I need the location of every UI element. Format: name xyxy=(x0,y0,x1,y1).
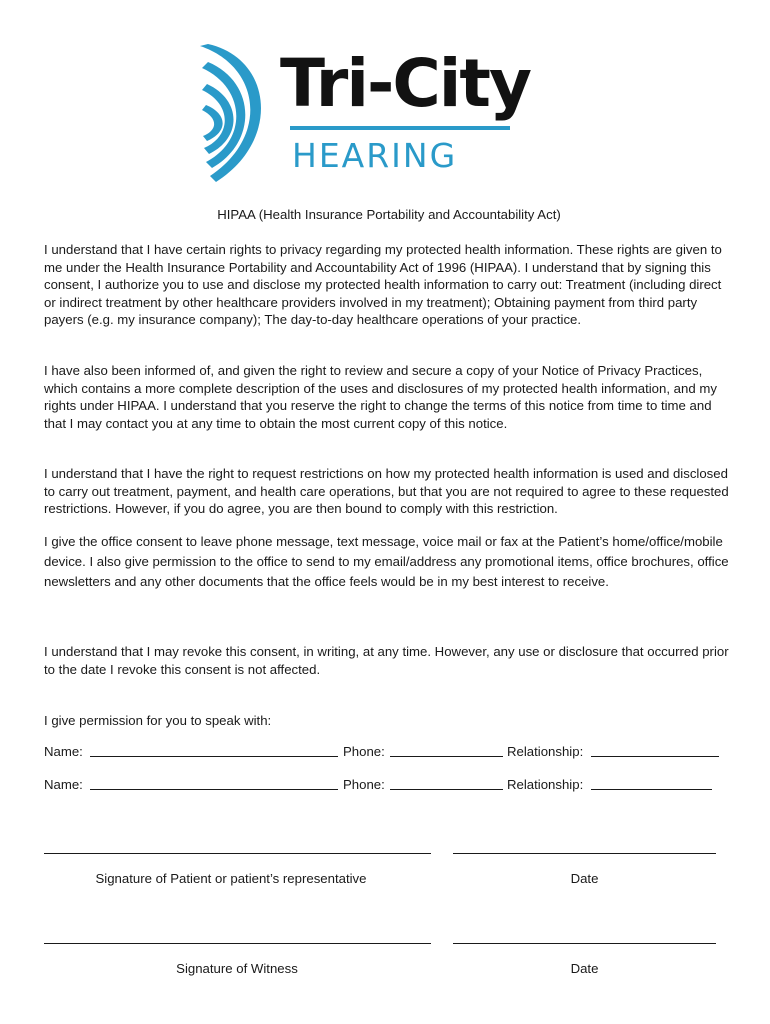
patient-signature-line[interactable] xyxy=(44,853,431,854)
brand-subtitle: HEARING xyxy=(292,136,458,175)
document-title: HIPAA (Health Insurance Portability and Accountability Act) xyxy=(217,207,561,222)
sound-wave-logo-icon xyxy=(198,44,278,184)
patient-date-line[interactable] xyxy=(453,853,716,854)
witness-date-caption: Date xyxy=(570,961,599,976)
relationship-field[interactable] xyxy=(591,776,712,795)
name-field[interactable] xyxy=(90,776,338,795)
phone-field[interactable] xyxy=(390,743,503,762)
name-label: Name: xyxy=(44,744,83,759)
paragraph-restrictions: I understand that I have the right to request restrictions on how my protected health information is used and disclosed to carry out treatment, payment, and health care operations, but that you are not required to agree to these requested restrictions. However, if you do agree, you are then bound to comply with this restriction. xyxy=(44,466,729,516)
contact-row xyxy=(44,776,734,796)
patient-signature-caption: Signature of Patient or patient’s representative xyxy=(95,871,367,886)
paragraph-revoke: I understand that I may revoke this consent, in writing, at any time. However, any use or disclosure that occurred prior to the date I revoke this consent is not affected. xyxy=(44,644,729,677)
paragraph-notice: I have also been informed of, and given the right to review and secure a copy of your Notice of Privacy Practices, which contains a more complete description of the uses and disclosures of my protected health information, and my rights under HIPAA. I understand that you reserve the right to change the terms of this notice from time to time and that I may contact you at any time to obtain the most current copy of this notice. xyxy=(44,363,717,431)
permission-intro: I give permission for you to speak with: xyxy=(44,713,272,728)
relationship-field[interactable] xyxy=(591,743,719,762)
phone-label: Phone: xyxy=(343,777,385,792)
phone-label: Phone: xyxy=(343,744,385,759)
witness-date-line[interactable] xyxy=(453,943,716,944)
witness-signature-line[interactable] xyxy=(44,943,431,944)
relationship-label: Relationship: xyxy=(507,744,584,759)
brand-name: Tri-City xyxy=(280,45,530,122)
name-label: Name: xyxy=(44,777,83,792)
tri-city-hearing-logo xyxy=(198,44,578,184)
name-field[interactable] xyxy=(90,743,338,762)
relationship-label: Relationship: xyxy=(507,777,584,792)
witness-signature-caption: Signature of Witness xyxy=(176,961,298,976)
paragraph-rights: I understand that I have certain rights to privacy regarding my protected health information. These rights are given to me under the Health Insurance Portability and Accountability Act of 1996 (HIPAA). I understand that by signing this consent, I authorize you to use and disclose my protected health information to carry out: Treatment (including direct or indirect treatment by other healthcare providers involved in my treatment); Obtaining payment from third party payers (e.g. my insurance company); The day-to-day healthcare operations of your practice. xyxy=(44,242,722,327)
contact-row xyxy=(44,743,734,763)
phone-field[interactable] xyxy=(390,776,503,795)
patient-date-caption: Date xyxy=(570,871,599,886)
brand-divider xyxy=(290,126,510,130)
paragraph-contact-consent: I give the office consent to leave phone message, text message, voice mail or fax at the Patient’s home/office/mobile device. I also give permission to the office to send to my email/address any promotional items, office brochures, office newsletters and any other documents that the office feels would be in my best interest to receive. xyxy=(44,534,729,589)
